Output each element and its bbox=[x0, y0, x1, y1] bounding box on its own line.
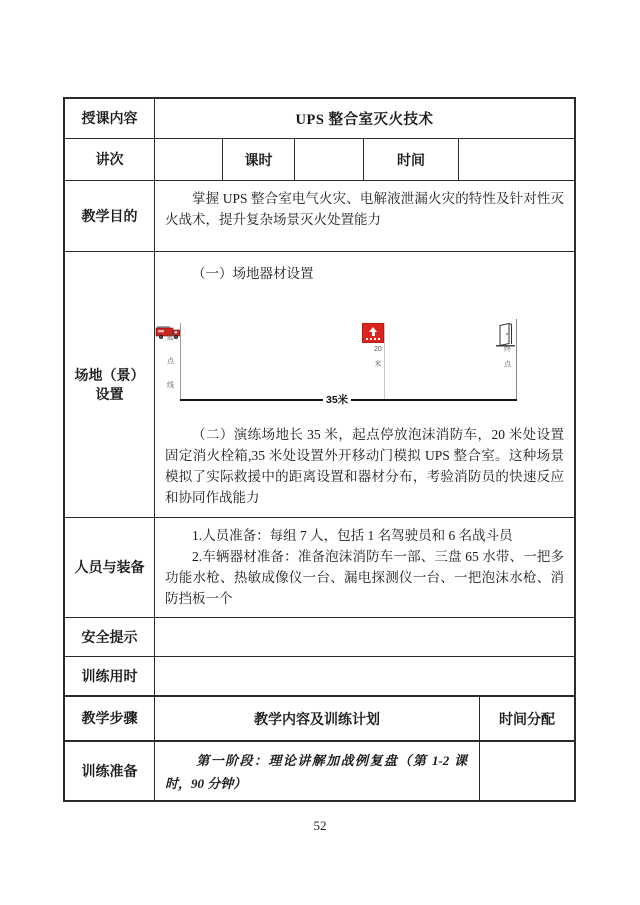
row-scene-setup bbox=[65, 252, 574, 518]
class-hours-value-cell bbox=[295, 139, 364, 180]
row-training-duration bbox=[65, 657, 574, 697]
training-duration-label: 训练用时 bbox=[65, 657, 155, 695]
staff-equipment-label: 人员与装备 bbox=[65, 518, 155, 617]
start-line bbox=[180, 323, 181, 400]
hydrant-line bbox=[384, 323, 385, 400]
hydrant-distance-caption: 20 米 bbox=[374, 346, 382, 368]
staff-equipment-content bbox=[155, 518, 574, 617]
fire-hydrant-sign-icon bbox=[362, 323, 384, 343]
session-number-value-cell bbox=[155, 139, 223, 180]
teaching-objective-label: 教学目的 bbox=[65, 181, 155, 251]
teaching-steps-label: 教学步骤 bbox=[65, 697, 155, 740]
scene-section1-heading: （一）场地器材设置 bbox=[192, 266, 314, 281]
row-plan-header bbox=[65, 697, 574, 742]
row-teaching-objective bbox=[65, 181, 574, 252]
time-allocation-header: 时间分配 bbox=[499, 710, 555, 727]
vehicle-equipment-text: 2.车辆器材准备：准备泡沫消防车一部、三盘 65 水带、一把多功能水枪、热敏成像仪一台、漏电探测仪一台、一把泡沫水枪、消防挡板一个 bbox=[165, 549, 564, 606]
staff-preparation-text: 1.人员准备：每组 7 人，包括 1 名驾驶员和 6 名战斗员 bbox=[192, 528, 513, 543]
time-value-cell bbox=[459, 139, 574, 180]
phase-one-text: 第一阶段：理论讲解加战例复盘（第 1-2 课时，90 分钟） bbox=[165, 753, 467, 791]
start-line-caption: 起 点 线 bbox=[167, 334, 174, 389]
row-session-info bbox=[65, 139, 574, 181]
lesson-plan-table bbox=[63, 97, 576, 802]
safety-tips-content bbox=[155, 618, 574, 656]
training-preparation-content bbox=[155, 742, 480, 800]
end-line bbox=[516, 319, 517, 400]
teaching-content-plan-header: 教学内容及训练计划 bbox=[155, 697, 480, 740]
class-hours-label: 课时 bbox=[223, 139, 295, 180]
scene-setup-label: 场地（景）设置 bbox=[65, 252, 155, 517]
time-label: 时间 bbox=[364, 139, 459, 180]
door-icon bbox=[495, 322, 518, 348]
course-content-label: 授课内容 bbox=[65, 99, 155, 138]
scene-section2-text: （二）演练场地长 35 米，起点停放泡沫消防车，20 米处设置固定消火栓箱,35 米处设置外开移动门模拟 UPS 整合室。这种场景模拟了实际救援中的距离设置和器材分布，考验消防员的快速反应和协同作战能力 bbox=[165, 427, 564, 505]
training-preparation-label: 训练准备 bbox=[65, 742, 155, 800]
teaching-objective-content bbox=[155, 181, 574, 251]
total-length-label: 35米 bbox=[323, 392, 351, 407]
site-layout-diagram bbox=[155, 315, 574, 411]
row-safety-tips bbox=[65, 618, 574, 657]
teaching-objective-text: 掌握 UPS 整合室电气火灾、电解液泄漏火灾的特性及针对性灭火战术，提升复杂场景灭火处置能力 bbox=[165, 191, 564, 227]
training-duration-content bbox=[155, 657, 574, 695]
session-number-label: 讲次 bbox=[65, 139, 155, 180]
end-point-caption: 终 点 bbox=[504, 346, 511, 368]
row-training-preparation bbox=[65, 742, 574, 800]
row-course-content bbox=[65, 99, 574, 139]
course-title: UPS 整合室灭火技术 bbox=[295, 112, 434, 128]
row-staff-equipment bbox=[65, 518, 574, 618]
scene-setup-content bbox=[155, 252, 574, 517]
page-number: 52 bbox=[313, 818, 327, 833]
safety-tips-label: 安全提示 bbox=[65, 618, 155, 656]
phase-one-time-cell bbox=[480, 742, 574, 800]
